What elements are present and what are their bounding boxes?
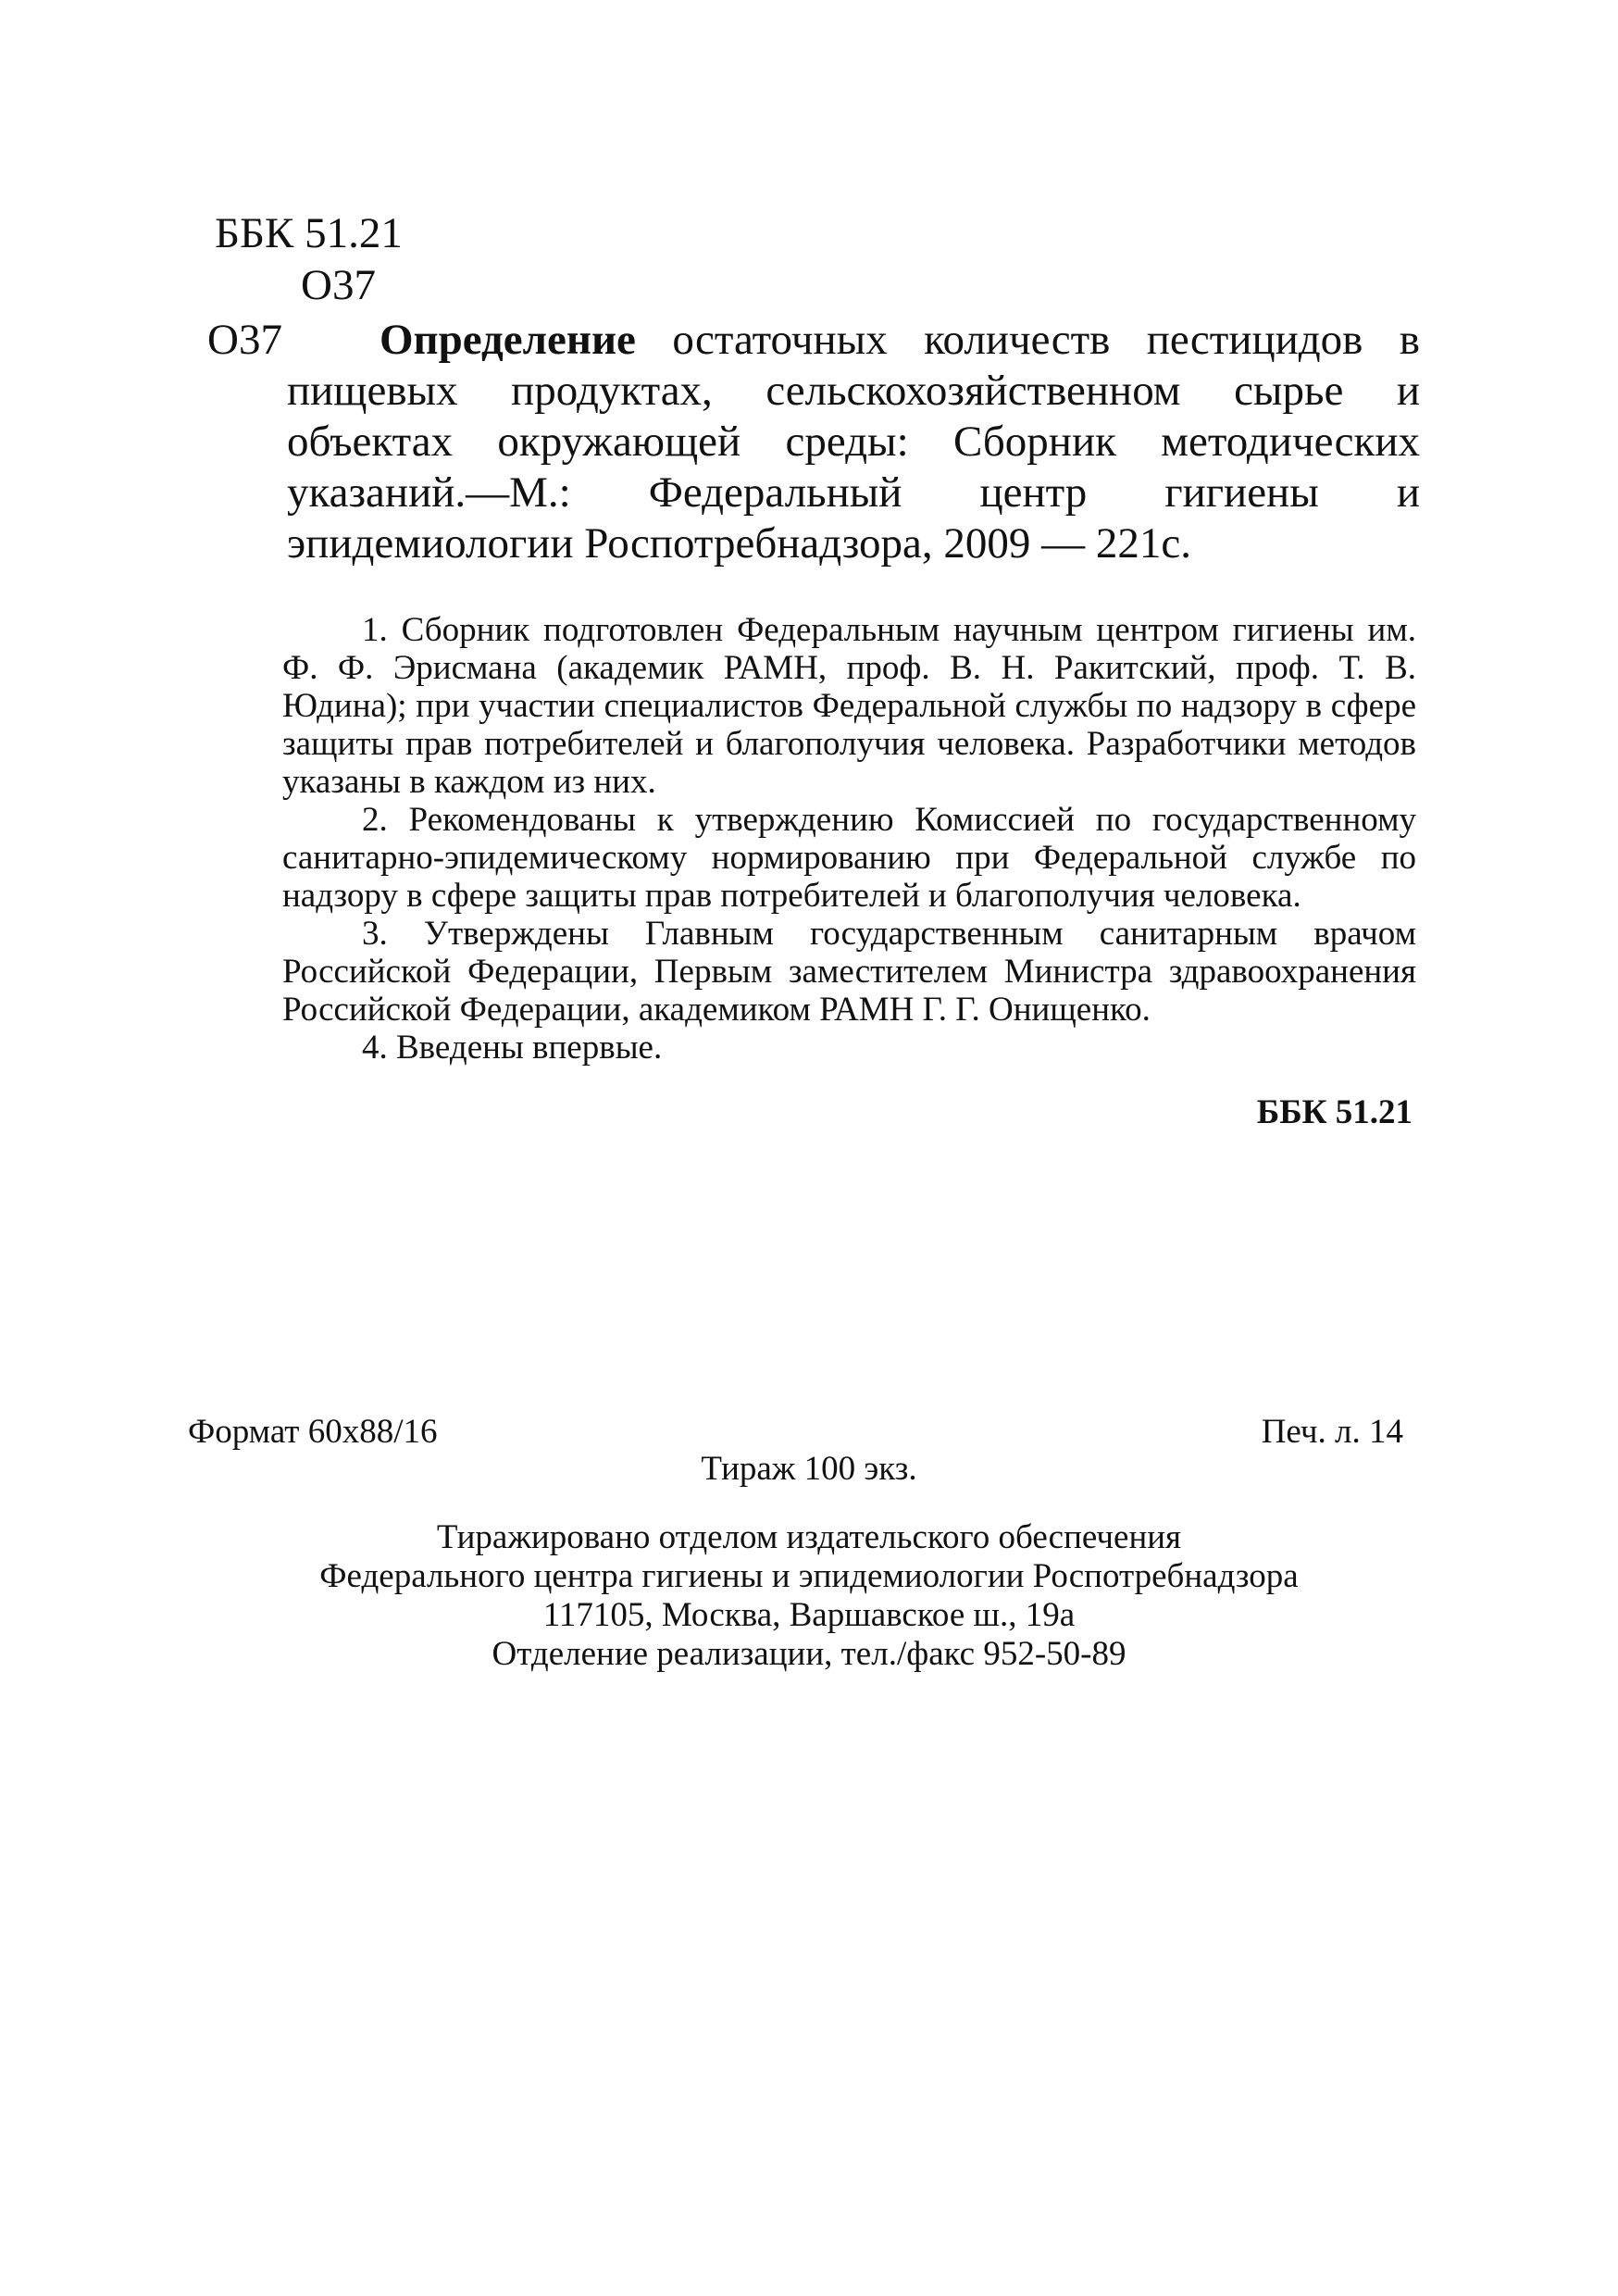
bbk-code: ББК 51.21 — [215, 209, 403, 257]
imprint-line: 117105, Москва, Варшавское ш., 19а — [542, 1596, 1076, 1634]
bibliographic-entry — [207, 315, 1420, 569]
imprint-line: Тиражировано отделом издательского обеспечения — [436, 1518, 1182, 1556]
note-item: 3. Утверждены Главным государственным санитарным врачом Российской Федерации, Первым заместителем Министра здравоохранения Российской Федерации, академиком РАМН Г. Г. Онищенко. — [282, 915, 1416, 1029]
note-item: 2. Рекомендованы к утверждению Комиссией по государственному санитарно-эпидемическому нормированию при Федеральной службе по надзору в сфере защиты прав потребителей и благополучия человека. — [282, 801, 1416, 915]
imprint-block — [0, 1518, 1618, 1674]
entry-author-sign: О37 — [207, 316, 282, 364]
note-item: 1. Сборник подготовлен Федеральным научным центром гигиены им. Ф. Ф. Эрисмана (академик РАМН, проф. В. Н. Ракитский, проф. Т. В. Юдина); при участии специалистов Федеральной службы по надзору в сфере защиты прав потребителей и благополучия человека. Разработчики методов указаны в каждом из них. — [282, 611, 1416, 801]
imprint-line: Федерального центра гигиены и эпидемиологии Роспотребнадзора — [319, 1557, 1299, 1595]
entry-description — [287, 315, 1420, 569]
imprint-line: Отделение реализации, тел./факс 952-50-89 — [492, 1635, 1126, 1673]
note-item: 4. Введены впервые. — [362, 1029, 663, 1067]
bbk-index-footer: ББК 51.21 — [1256, 1093, 1413, 1131]
print-sheets-info: Печ. л. 14 — [1261, 1413, 1403, 1451]
author-sign: О37 — [301, 261, 376, 309]
entry-title-rest: остаточных количеств пестицидов в пищевых продуктах, сельскохозяйственном сырье и объектах окружающей среды: Сборник методических указаний.—М.: Федеральный центр гигиены и эпидемиологии Роспотребнадзора, 2009 — 221с. — [287, 316, 1420, 568]
notes-list — [282, 611, 1416, 1067]
circulation-info: Тираж 100 экз. — [701, 1450, 917, 1488]
bbk-index-header — [215, 207, 403, 311]
entry-title-bold: Определение — [380, 316, 636, 364]
format-info: Формат 60х88/16 — [188, 1413, 438, 1451]
